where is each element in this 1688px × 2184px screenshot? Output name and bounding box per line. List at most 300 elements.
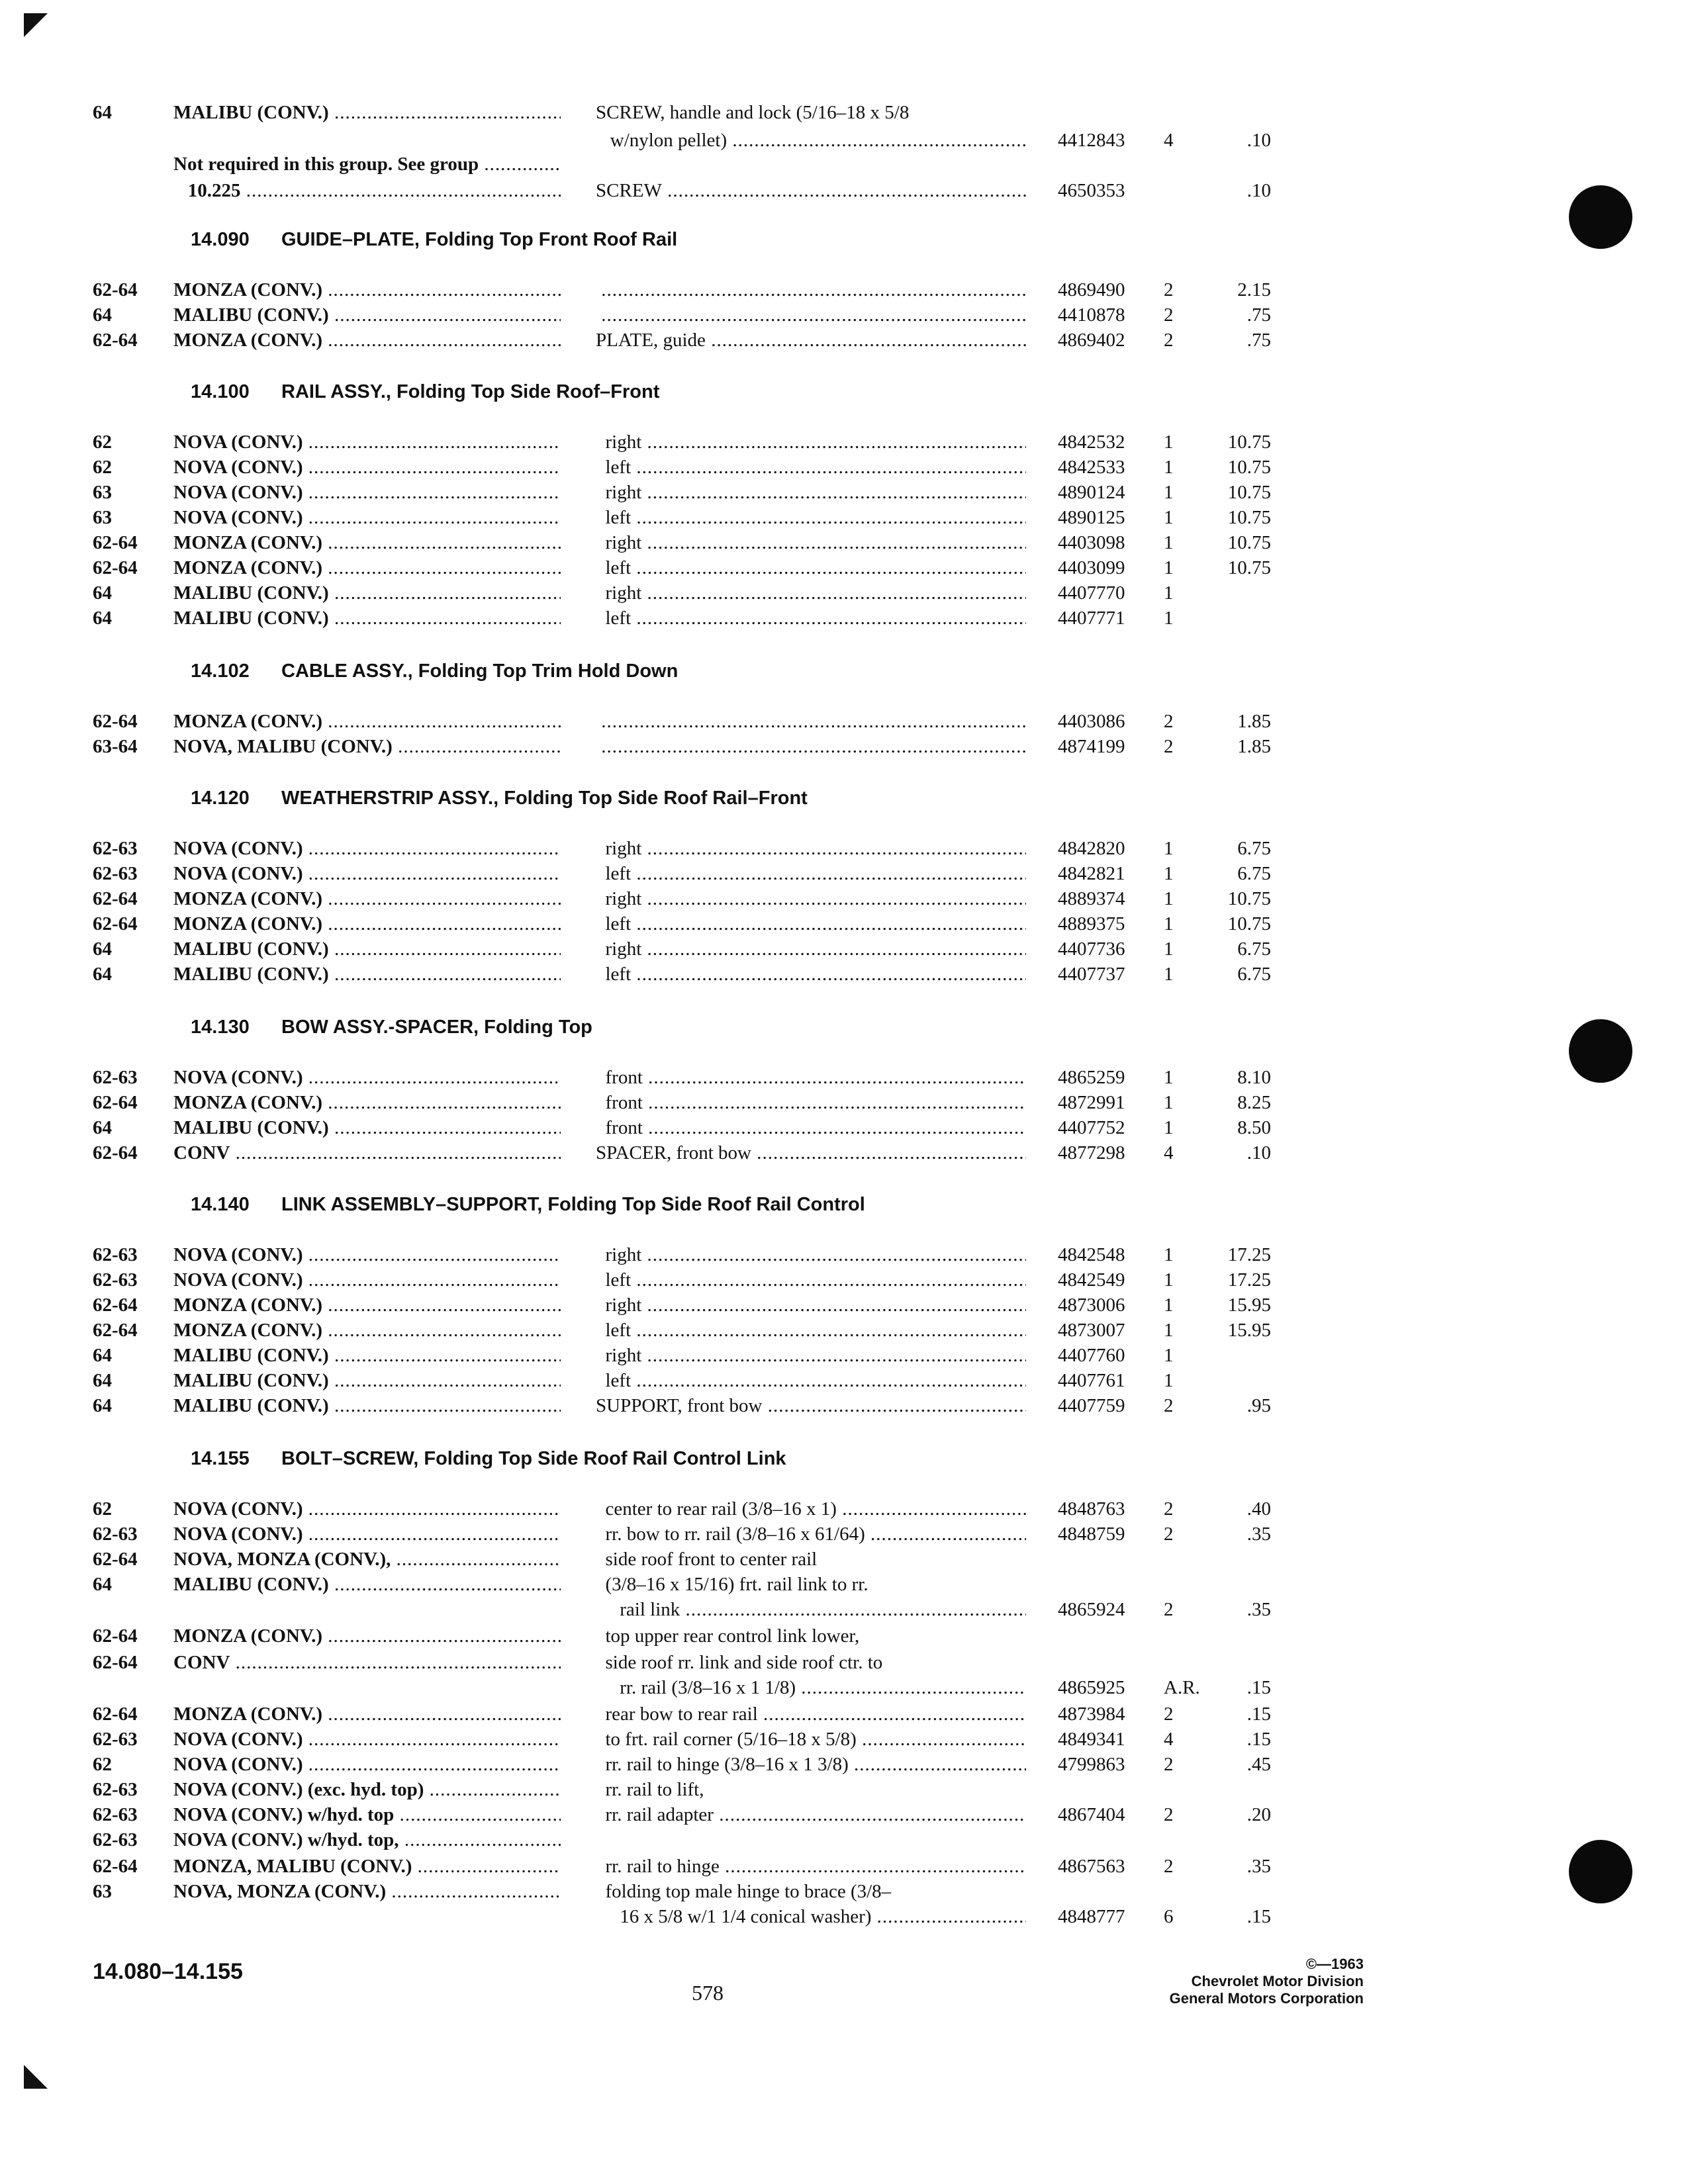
part-row: [0, 1674, 1688, 1701]
part-number-cell: 4407759: [1058, 1395, 1125, 1416]
model-cell: NOVA (CONV.) .....: [173, 479, 561, 506]
model-cell: MALIBU (CONV.) .....: [173, 1342, 561, 1369]
model-cell: NOVA, MONZA (CONV.) .....: [173, 1878, 561, 1905]
section-heading: [0, 224, 1688, 255]
section-code: 14.140: [191, 1194, 250, 1215]
part-number-cell: 4842533: [1058, 457, 1125, 478]
part-number-cell: 4867563: [1058, 1856, 1125, 1877]
price-cell: 10.75: [1227, 557, 1271, 578]
year-cell: 64: [93, 608, 112, 629]
year-cell: 62-63: [93, 1067, 138, 1088]
description-cell: SCREW, handle and lock (5/16–18 x 5/8: [596, 102, 910, 123]
corporation-name: General Motors Corporation: [1169, 1990, 1364, 2007]
description-cell: side roof rr. link and side roof ctr. to: [596, 1652, 883, 1673]
description-cell: right .....: [596, 835, 1026, 862]
quantity-cell: 1: [1164, 1244, 1174, 1265]
quantity-cell: 4: [1164, 130, 1174, 151]
part-number-cell: 4865259: [1058, 1067, 1125, 1088]
price-cell: 15.95: [1227, 1320, 1271, 1341]
price-cell: .35: [1246, 1856, 1271, 1877]
model-cell: MALIBU (CONV.) .....: [173, 302, 561, 328]
part-row: [0, 1292, 1688, 1318]
price-cell: .75: [1246, 330, 1271, 351]
model-cell: Not required in this group. See group .....: [173, 151, 561, 177]
part-number-cell: 4873006: [1058, 1295, 1125, 1316]
price-cell: .35: [1246, 1599, 1271, 1620]
description-cell: right .....: [596, 580, 1026, 606]
description-cell: left .....: [596, 504, 1026, 531]
part-row: [0, 886, 1688, 912]
description-cell: w/nylon pellet) .....: [596, 127, 1026, 154]
part-row: [0, 1064, 1688, 1091]
model-cell: MONZA, MALIBU (CONV.) .....: [173, 1853, 561, 1880]
year-cell: 64: [93, 1395, 112, 1416]
part-row: [0, 1089, 1688, 1116]
quantity-cell: 2: [1164, 1754, 1174, 1775]
model-cell: 10.225 .....: [173, 177, 561, 204]
price-cell: 6.75: [1237, 938, 1271, 960]
section-title: BOLT–SCREW, Folding Top Side Roof Rail Control Link: [281, 1448, 786, 1469]
part-row: [0, 302, 1688, 328]
model-cell: MALIBU (CONV.) .....: [173, 580, 561, 606]
price-cell: 8.25: [1237, 1092, 1271, 1113]
model-cell: MALIBU (CONV.) .....: [173, 99, 561, 126]
section-heading: [0, 376, 1688, 408]
section-title: BOW ASSY.-SPACER, Folding Top: [281, 1017, 592, 1038]
quantity-cell: 1: [1164, 1320, 1174, 1341]
year-cell: 62-64: [93, 330, 138, 351]
quantity-cell: 2: [1164, 1599, 1174, 1620]
part-number-cell: 4842549: [1058, 1269, 1125, 1291]
description-cell: right .....: [596, 1342, 1026, 1369]
price-cell: 10.75: [1227, 888, 1271, 909]
year-cell: 62-63: [93, 1829, 138, 1850]
part-number-cell: 4407770: [1058, 582, 1125, 604]
year-cell: 64: [93, 964, 112, 985]
price-cell: 8.50: [1237, 1117, 1271, 1138]
part-number-cell: 4872991: [1058, 1092, 1125, 1113]
quantity-cell: 1: [1164, 1345, 1174, 1366]
model-cell: MONZA (CONV.) .....: [173, 1292, 561, 1318]
part-number-cell: 4842821: [1058, 863, 1125, 884]
quantity-cell: 1: [1164, 1067, 1174, 1088]
section-code: 14.155: [191, 1448, 250, 1469]
year-cell: 64: [93, 1574, 112, 1595]
year-cell: 62-64: [93, 913, 138, 934]
description-cell: to frt. rail corner (5/16–18 x 5/8) .....: [596, 1726, 1026, 1752]
price-cell: .15: [1246, 1677, 1271, 1698]
part-row: [0, 504, 1688, 531]
description-cell: left .....: [596, 555, 1026, 581]
part-number-cell: 4869402: [1058, 330, 1125, 351]
part-row: [0, 1701, 1688, 1727]
description-cell: left .....: [596, 1267, 1026, 1293]
description-cell: center to rear rail (3/8–16 x 1) .....: [596, 1496, 1026, 1522]
year-cell: 62-63: [93, 838, 138, 859]
year-cell: 62-64: [93, 1704, 138, 1725]
section-title: GUIDE–PLATE, Folding Top Front Roof Rail: [281, 229, 678, 250]
description-cell: right .....: [596, 479, 1026, 506]
part-number-cell: 4842532: [1058, 432, 1125, 453]
part-number-cell: 4407760: [1058, 1345, 1125, 1366]
price-cell: .95: [1246, 1395, 1271, 1416]
part-number-cell: 4849341: [1058, 1729, 1125, 1750]
description-cell: [596, 733, 1026, 760]
quantity-cell: 1: [1164, 938, 1174, 960]
part-number-cell: 4407737: [1058, 964, 1125, 985]
price-cell: 6.75: [1237, 964, 1271, 985]
year-cell: 62-64: [93, 711, 138, 732]
part-number-cell: 4410878: [1058, 304, 1125, 326]
part-row: [0, 1801, 1688, 1828]
price-cell: 6.75: [1237, 838, 1271, 859]
model-cell: MALIBU (CONV.) .....: [173, 605, 561, 631]
year-cell: 64: [93, 102, 112, 123]
description-cell: rear bow to rear rail .....: [596, 1701, 1026, 1727]
section-code: 14.100: [191, 381, 250, 402]
year-cell: 62-64: [93, 1625, 138, 1647]
price-cell: 1.85: [1237, 736, 1271, 757]
description-cell: side roof front to center rail: [596, 1549, 818, 1570]
part-row: [0, 1242, 1688, 1268]
model-cell: NOVA (CONV.) .....: [173, 504, 561, 531]
description-cell: left .....: [596, 961, 1026, 987]
section-code: 14.102: [191, 660, 250, 682]
year-cell: 63: [93, 1881, 112, 1902]
part-number-cell: 4890124: [1058, 482, 1125, 503]
quantity-cell: 1: [1164, 913, 1174, 934]
part-row: [0, 1392, 1688, 1419]
model-cell: NOVA (CONV.) .....: [173, 1751, 561, 1778]
description-cell: front .....: [596, 1089, 1026, 1116]
description-cell: right .....: [596, 936, 1026, 962]
price-cell: .35: [1246, 1524, 1271, 1545]
year-cell: 64: [93, 938, 112, 960]
part-row: [0, 1317, 1688, 1343]
year-cell: 62-64: [93, 1295, 138, 1316]
description-cell: left .....: [596, 911, 1026, 937]
description-cell: rr. rail (3/8–16 x 1 1/8) .....: [596, 1674, 1026, 1701]
quantity-cell: 2: [1164, 736, 1174, 757]
description-cell: [596, 302, 1026, 328]
part-number-cell: 4889374: [1058, 888, 1125, 909]
description-cell: right .....: [596, 429, 1026, 455]
description-cell: 16 x 5/8 w/1 1/4 conical washer) .....: [596, 1903, 1026, 1930]
description-cell: folding top male hinge to brace (3/8–: [596, 1881, 892, 1902]
section-title: WEATHERSTRIP ASSY., Folding Top Side Roof Rail–Front: [281, 788, 808, 809]
price-cell: 8.10: [1237, 1067, 1271, 1088]
year-cell: 62-64: [93, 532, 138, 553]
model-cell: NOVA (CONV.) .....: [173, 1242, 561, 1268]
part-row: [0, 1853, 1688, 1880]
year-cell: 62-63: [93, 1804, 138, 1825]
part-row: [0, 327, 1688, 353]
price-cell: 1.85: [1237, 711, 1271, 732]
part-row: [0, 454, 1688, 480]
part-row: [0, 708, 1688, 735]
part-row: [0, 1571, 1688, 1598]
model-cell: MONZA (CONV.) .....: [173, 555, 561, 581]
year-cell: 62-63: [93, 1524, 138, 1545]
part-number-cell: 4412843: [1058, 130, 1125, 151]
quantity-cell: 1: [1164, 557, 1174, 578]
part-row: [0, 1903, 1688, 1930]
year-cell: 63-64: [93, 736, 138, 757]
year-cell: 64: [93, 1345, 112, 1366]
model-cell: MALIBU (CONV.) .....: [173, 1115, 561, 1141]
part-row: [0, 1751, 1688, 1778]
model-cell: NOVA (CONV.) w/hyd. top .....: [173, 1801, 561, 1828]
model-cell: NOVA (CONV.) .....: [173, 860, 561, 887]
part-row: [0, 1878, 1688, 1905]
part-row: [0, 733, 1688, 760]
description-cell: right .....: [596, 1242, 1026, 1268]
year-cell: 62: [93, 1754, 112, 1775]
model-cell: NOVA (CONV.) .....: [173, 1726, 561, 1752]
part-row: [0, 1140, 1688, 1166]
part-row: [0, 1496, 1688, 1522]
quantity-cell: 1: [1164, 1117, 1174, 1138]
quantity-cell: 2: [1164, 1704, 1174, 1725]
price-cell: 10.75: [1227, 507, 1271, 528]
part-row: [0, 1342, 1688, 1369]
model-cell: MALIBU (CONV.) .....: [173, 961, 561, 987]
quantity-cell: 1: [1164, 507, 1174, 528]
part-number-cell: 4890125: [1058, 507, 1125, 528]
part-row: [0, 1521, 1688, 1547]
quantity-cell: A.R.: [1164, 1677, 1200, 1698]
year-cell: 64: [93, 304, 112, 326]
model-cell: MONZA (CONV.) .....: [173, 1701, 561, 1727]
part-row: [0, 479, 1688, 506]
price-cell: 17.25: [1227, 1269, 1271, 1291]
description-cell: front .....: [596, 1115, 1026, 1141]
part-number-cell: 4867404: [1058, 1804, 1125, 1825]
quantity-cell: 2: [1164, 1498, 1174, 1520]
year-cell: 62-64: [93, 1549, 138, 1570]
model-cell: MONZA (CONV.) .....: [173, 1317, 561, 1343]
part-number-cell: 4799863: [1058, 1754, 1125, 1775]
price-cell: 2.15: [1237, 279, 1271, 300]
section-heading: [0, 1011, 1688, 1043]
description-cell: left .....: [596, 605, 1026, 631]
part-row: [0, 151, 1688, 177]
description-cell: left .....: [596, 1367, 1026, 1394]
part-row: [0, 961, 1688, 987]
part-number-cell: 4865924: [1058, 1599, 1125, 1620]
model-cell: MALIBU (CONV.) .....: [173, 1392, 561, 1419]
quantity-cell: 1: [1164, 1370, 1174, 1391]
quantity-cell: 1: [1164, 432, 1174, 453]
quantity-cell: 1: [1164, 608, 1174, 629]
model-cell: NOVA (CONV.) (exc. hyd. top) .....: [173, 1776, 561, 1803]
quantity-cell: 2: [1164, 304, 1174, 326]
description-cell: [596, 277, 1026, 303]
description-cell: right .....: [596, 886, 1026, 912]
part-row: [0, 429, 1688, 455]
year-cell: 62: [93, 432, 112, 453]
price-cell: .15: [1246, 1906, 1271, 1927]
description-cell: rr. rail to lift,: [596, 1779, 704, 1800]
quantity-cell: 1: [1164, 964, 1174, 985]
part-row: [0, 1623, 1688, 1649]
description-cell: rr. bow to rr. rail (3/8–16 x 61/64) .....: [596, 1521, 1026, 1547]
part-number-cell: 4842820: [1058, 838, 1125, 859]
part-row: [0, 936, 1688, 962]
part-number-cell: 4877298: [1058, 1142, 1125, 1163]
model-cell: NOVA (CONV.) .....: [173, 1521, 561, 1547]
model-cell: MALIBU (CONV.) .....: [173, 1367, 561, 1394]
section-title: CABLE ASSY., Folding Top Trim Hold Down: [281, 660, 679, 682]
part-row: [0, 835, 1688, 862]
section-heading: [0, 782, 1688, 814]
part-number-cell: 4848759: [1058, 1524, 1125, 1545]
price-cell: .45: [1246, 1754, 1271, 1775]
price-cell: 10.75: [1227, 913, 1271, 934]
corner-mark-bottom: [24, 2065, 48, 2089]
section-code: 14.090: [191, 229, 250, 250]
price-cell: 15.95: [1227, 1295, 1271, 1316]
quantity-cell: 1: [1164, 1269, 1174, 1291]
model-cell: NOVA, MALIBU (CONV.) .....: [173, 733, 561, 760]
division-name: Chevrolet Motor Division: [1191, 1973, 1364, 1989]
description-cell: rr. rail adapter .....: [596, 1801, 1026, 1828]
part-number-cell: 4848763: [1058, 1498, 1125, 1520]
quantity-cell: 1: [1164, 1295, 1174, 1316]
price-cell: .10: [1246, 180, 1271, 201]
model-cell: MALIBU (CONV.) .....: [173, 936, 561, 962]
copyright-block: [1086, 1956, 1364, 2007]
year-cell: 63: [93, 482, 112, 503]
model-cell: MONZA (CONV.) .....: [173, 1089, 561, 1116]
price-cell: .75: [1246, 304, 1271, 326]
model-cell: MALIBU (CONV.) .....: [173, 1571, 561, 1598]
part-row: [0, 605, 1688, 631]
price-cell: .15: [1246, 1729, 1271, 1750]
part-number-cell: 4865925: [1058, 1677, 1125, 1698]
quantity-cell: 1: [1164, 863, 1174, 884]
price-cell: .20: [1246, 1804, 1271, 1825]
part-number-cell: 4874199: [1058, 736, 1125, 757]
model-cell: NOVA (CONV.) w/hyd. top, .....: [173, 1827, 561, 1853]
description-cell: SUPPORT, front bow .....: [596, 1392, 1026, 1419]
section-heading: [0, 1189, 1688, 1220]
year-cell: 64: [93, 1117, 112, 1138]
quantity-cell: 1: [1164, 888, 1174, 909]
part-row: [0, 277, 1688, 303]
part-number-cell: 4889375: [1058, 913, 1125, 934]
quantity-cell: 4: [1164, 1142, 1174, 1163]
year-cell: 62-63: [93, 863, 138, 884]
quantity-cell: 1: [1164, 532, 1174, 553]
model-cell: CONV .....: [173, 1140, 561, 1166]
year-cell: 63: [93, 507, 112, 528]
model-cell: NOVA (CONV.) .....: [173, 1267, 561, 1293]
part-number-cell: 4407752: [1058, 1117, 1125, 1138]
year-cell: 64: [93, 582, 112, 604]
part-row: [0, 1367, 1688, 1394]
part-number-cell: 4848777: [1058, 1906, 1125, 1927]
description-cell: left .....: [596, 860, 1026, 887]
section-heading: [0, 655, 1688, 687]
model-cell: MONZA (CONV.) .....: [173, 1623, 561, 1649]
part-row: [0, 555, 1688, 581]
model-cell: MONZA (CONV.) .....: [173, 277, 561, 303]
description-cell: PLATE, guide .....: [596, 327, 1026, 353]
section-heading: [0, 1443, 1688, 1475]
section-title: LINK ASSEMBLY–SUPPORT, Folding Top Side Roof Rail Control: [281, 1194, 865, 1215]
description-cell: rr. rail to hinge .....: [596, 1853, 1026, 1880]
description-cell: rr. rail to hinge (3/8–16 x 1 3/8) .....: [596, 1751, 1026, 1778]
quantity-cell: 2: [1164, 279, 1174, 300]
description-cell: SCREW .....: [596, 177, 1026, 204]
quantity-cell: 6: [1164, 1906, 1174, 1927]
part-number-cell: 4403098: [1058, 532, 1125, 553]
model-cell: NOVA (CONV.) .....: [173, 1496, 561, 1522]
description-cell: top upper rear control link lower,: [596, 1625, 860, 1647]
model-cell: MONZA (CONV.) .....: [173, 886, 561, 912]
part-number-cell: 4407771: [1058, 608, 1125, 629]
year-cell: 64: [93, 1370, 112, 1391]
quantity-cell: 2: [1164, 330, 1174, 351]
year-cell: 62-64: [93, 888, 138, 909]
year-cell: 62-63: [93, 1779, 138, 1800]
part-number-cell: 4407761: [1058, 1370, 1125, 1391]
price-cell: 10.75: [1227, 457, 1271, 478]
quantity-cell: 2: [1164, 1856, 1174, 1877]
description-cell: SPACER, front bow .....: [596, 1140, 1026, 1166]
model-cell: NOVA (CONV.) .....: [173, 1064, 561, 1091]
part-number-cell: 4403086: [1058, 711, 1125, 732]
part-row: [0, 1726, 1688, 1752]
year-cell: 62-64: [93, 1320, 138, 1341]
part-row: [0, 529, 1688, 556]
year-cell: 62: [93, 457, 112, 478]
quantity-cell: 1: [1164, 838, 1174, 859]
model-cell: NOVA, MONZA (CONV.), .....: [173, 1546, 561, 1572]
part-row: [0, 911, 1688, 937]
description-cell: front .....: [596, 1064, 1026, 1091]
price-cell: .10: [1246, 130, 1271, 151]
quantity-cell: 1: [1164, 457, 1174, 478]
quantity-cell: 2: [1164, 711, 1174, 732]
price-cell: .15: [1246, 1704, 1271, 1725]
price-cell: .40: [1246, 1498, 1271, 1520]
description-cell: (3/8–16 x 15/16) frt. rail link to rr.: [596, 1574, 868, 1595]
page-number: 578: [692, 1981, 724, 2005]
price-cell: 10.75: [1227, 482, 1271, 503]
model-cell: MONZA (CONV.) .....: [173, 327, 561, 353]
quantity-cell: 1: [1164, 482, 1174, 503]
part-number-cell: 4873007: [1058, 1320, 1125, 1341]
price-cell: 17.25: [1227, 1244, 1271, 1265]
part-row: [0, 1115, 1688, 1141]
year-cell: 62-63: [93, 1244, 138, 1265]
model-cell: MONZA (CONV.) .....: [173, 708, 561, 735]
part-row: [0, 1546, 1688, 1572]
model-cell: NOVA (CONV.) .....: [173, 835, 561, 862]
year-cell: 62-64: [93, 1142, 138, 1163]
part-number-cell: 4842548: [1058, 1244, 1125, 1265]
part-number-cell: 4869490: [1058, 279, 1125, 300]
quantity-cell: 2: [1164, 1395, 1174, 1416]
model-cell: MONZA (CONV.) .....: [173, 911, 561, 937]
part-number-cell: 4650353: [1058, 180, 1125, 201]
quantity-cell: 4: [1164, 1729, 1174, 1750]
quantity-cell: 1: [1164, 1092, 1174, 1113]
description-cell: right .....: [596, 1292, 1026, 1318]
model-cell: MONZA (CONV.) .....: [173, 529, 561, 556]
